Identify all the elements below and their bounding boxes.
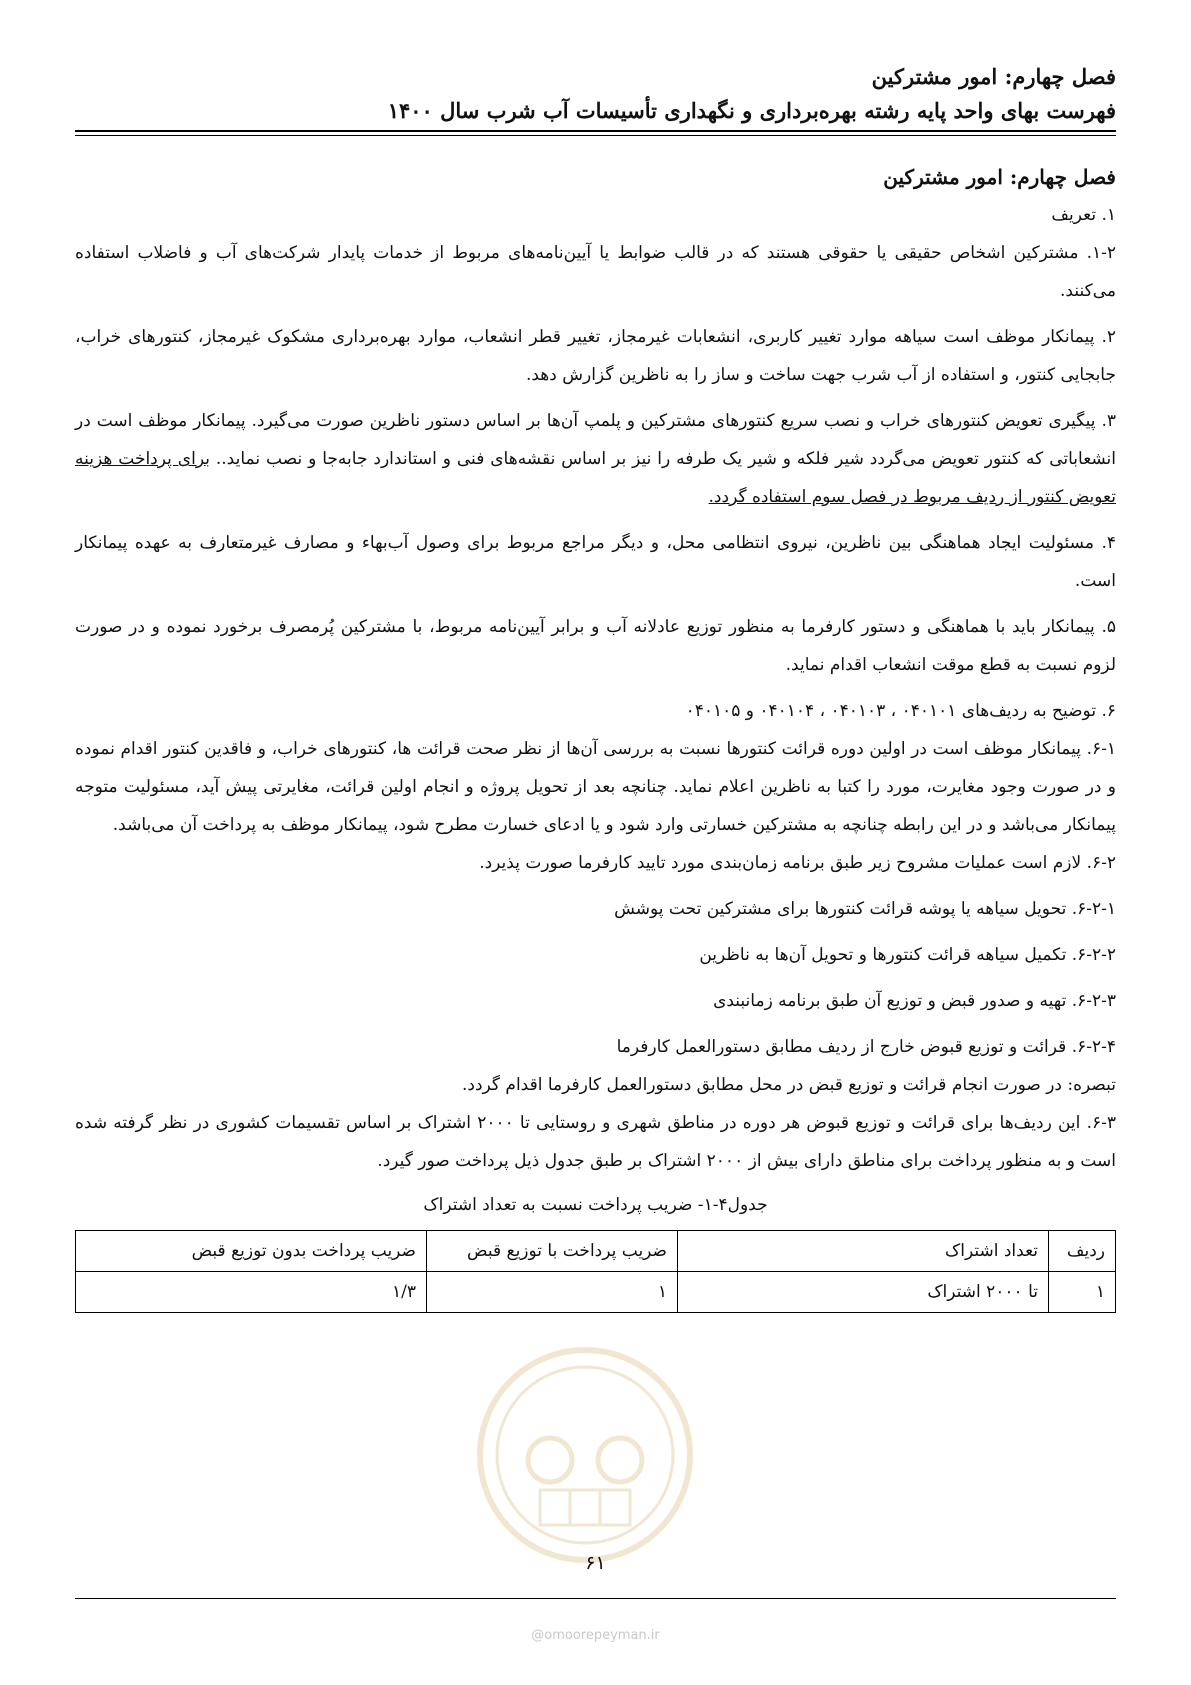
table-cell: ۱ [1049, 1272, 1116, 1313]
paragraph-3-underlined: برای پرداخت هزینه تعویض کنتور از ردیف مربوط در فصل سوم استفاده گردد. [75, 449, 1116, 507]
paragraph-6-2-1: ۶-۲-۱. تحویل سیاهه یا پوشه قرائت کنتورها برای مشترکین تحت پوشش [614, 899, 1116, 919]
paragraph-6-2-4: ۶-۲-۴. قرائت و توزیع قبوض خارج از ردیف مطابق دستورالعمل کارفرما [616, 1037, 1116, 1057]
paragraph-4: ۴. مسئولیت ایجاد هماهنگی بین ناظرین، نیروی انتظامی محل، و دیگر مراجع مربوط برای وصول آب‌بهاء و مصارف غیرمتعارف به عهده پیمانکار است. [75, 533, 1116, 591]
page-header [75, 60, 1116, 128]
table-header-cell: تعداد اشتراک [678, 1231, 1049, 1272]
table-caption: جدول۴-۱- ضریب پرداخت نسبت به تعداد اشتراک [423, 1195, 768, 1215]
header-chapter: فصل چهارم: امور مشترکین [871, 64, 1116, 89]
paragraph-note: تبصره: در صورت انجام قرائت و توزیع قبض در محل مطابق دستورالعمل کارفرما اقدام گردد. [462, 1075, 1116, 1095]
table-header-cell: ردیف [1049, 1231, 1116, 1272]
document-body [75, 158, 1116, 1313]
paragraph-1-2: ۱-۲. مشترکین اشخاص حقیقی یا حقوقی هستند که در قالب ضوابط یا آیین‌نامه‌های مربوط از خدمات پایدار شرکت‌های آب و فاضلاب استفاده می‌کنند. [75, 243, 1116, 301]
paragraph-definition: ۱. تعریف [1051, 205, 1116, 225]
table-header-row [76, 1231, 1116, 1272]
paragraph-6-1: ۶-۱. پیمانکار موظف است در اولین دوره قرائت کنتورها نسبت به بررسی آن‌ها از نظر صحت قرائت ها، کنتورهای خراب، و فاقدین کنتور اقدام نموده و در صورت وجود مغایرت، مورد را کتبا به ناظرین اعلام نماید. چنانچه بعد از تحویل پروژه و انجام اولین قرائت، مغایرتی پیش آید، مسئولیت متوجه پیمانکار می‌باشد و در این رابطه چنانچه به مشترکین خسارتی وارد شود و یا ادعای خسارت مطرح شود، پیمانکار موظف به پرداخت آن می‌باشد. [75, 739, 1116, 835]
paragraph-6-2-3: ۶-۲-۳. تهیه و صدور قبض و توزیع آن طبق برنامه زمانبندی [713, 991, 1116, 1011]
table-header-cell: ضریب پرداخت با توزیع قبض [427, 1231, 678, 1272]
table-cell: ۱ [427, 1272, 678, 1313]
paragraph-3-text: ۳. پیگیری تعویض کنتورهای خراب و نصب سریع کنتورهای مشترکین و پلمپ آن‌ها بر اساس دستور ناظرین صورت می‌گیرد. پیمانکار موظف است در انشعاباتی که کنتور تعویض می‌گردد شیر فلکه و شیر یک طرفه را نیز بر اساس نقشه‌های فنی و استاندارد جابه‌جا و نصب نماید.. [75, 411, 1117, 469]
paragraph-3 [75, 402, 1116, 516]
coefficient-table [75, 1230, 1116, 1313]
table-cell: تا ۲۰۰۰ اشتراک [678, 1272, 1049, 1313]
paragraph-6: ۶. توضیح به ردیف‌های ۰۴۰۱۰۱ ، ۰۴۰۱۰۳ ، ۰۴۰۱۰۴ و ۰۴۰۱۰۵ [685, 701, 1116, 721]
section-title: فصل چهارم: امور مشترکین [883, 165, 1116, 189]
header-rule-thin [75, 135, 1116, 136]
seal-watermark [470, 1340, 700, 1570]
paragraph-6-2: ۶-۲. لازم است عملیات مشروح زیر طبق برنامه زمان‌بندی مورد تایید کارفرما صورت پذیرد. [479, 853, 1116, 873]
page-number: ۶۱ [585, 1552, 606, 1574]
table-cell: ۱/۳ [76, 1272, 427, 1313]
table-header-cell: ضریب پرداخت بدون توزیع قبض [76, 1231, 427, 1272]
footer-rule [75, 1598, 1116, 1599]
paragraph-6-2-2: ۶-۲-۲. تکمیل سیاهه قرائت کنتورها و تحویل آن‌ها به ناظرین [699, 945, 1116, 965]
watermark-url: @omoorepeyman.ir [531, 1628, 660, 1643]
header-rule-thick [75, 130, 1116, 132]
header-subtitle: فهرست بهای واحد پایه رشته بهره‌برداری و نگهداری تأسیسات آب شرب سال ۱۴۰۰ [387, 98, 1116, 123]
table-row [76, 1272, 1116, 1313]
paragraph-6-3: ۶-۳. این ردیف‌ها برای قرائت و توزیع قبوض هر دوره در مناطق شهری و روستایی تا ۲۰۰۰ اشتراک بر اساس تقسیمات کشوری در نظر گرفته شده است و به منظور پرداخت برای مناطق دارای بیش از ۲۰۰۰ اشتراک بر طبق جدول ذیل پرداخت صور گیرد. [75, 1113, 1116, 1171]
paragraph-2: ۲. پیمانکار موظف است سیاهه موارد تغییر کاربری، انشعابات غیرمجاز، تغییر قطر انشعاب، موارد بهره‌برداری مشکوک غیرمجاز، کنتورهای خراب، جابجایی کنتور، و استفاده از آب شرب جهت ساخت و ساز را به ناظرین گزارش دهد. [75, 327, 1116, 385]
paragraph-5: ۵. پیمانکار باید با هماهنگی و دستور کارفرما به منظور توزیع عادلانه آب و برابر آیین‌نامه مربوط، با مشترکین پُرمصرف برخورد نموده و در صورت لزوم نسبت به قطع موقت انشعاب اقدام نماید. [75, 617, 1116, 675]
